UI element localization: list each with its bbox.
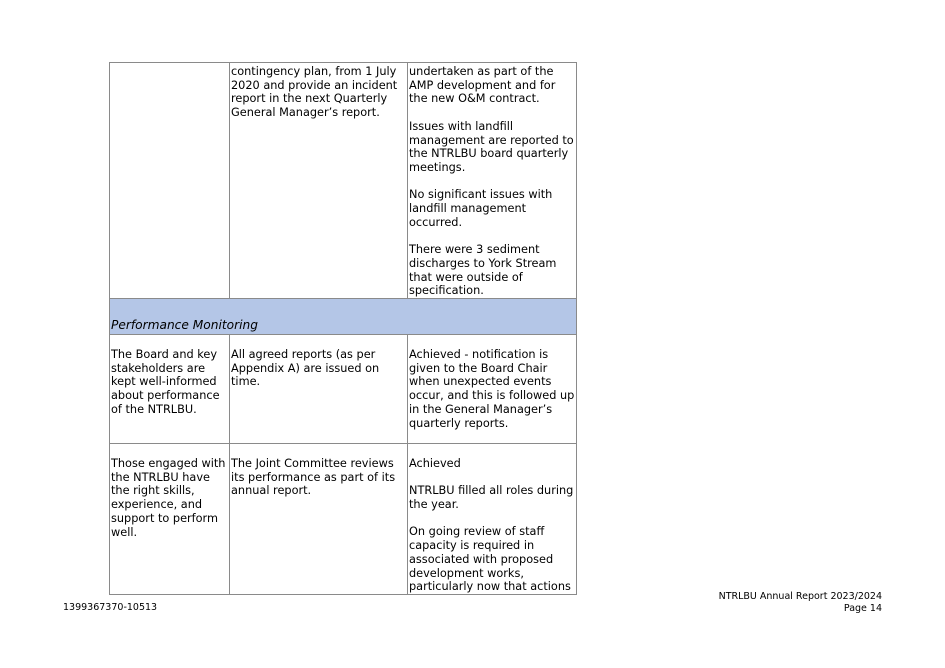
page-footer xyxy=(719,591,882,615)
objective-cell xyxy=(110,63,230,299)
measure-cell: All agreed reports (as per Appendix A) are issued on time. xyxy=(230,335,408,444)
result-paragraph: There were 3 sediment discharges to York Stream that were outside of specification. xyxy=(409,243,557,298)
performance-table xyxy=(109,62,577,595)
objective-cell: The Board and key stakeholders are kept well-informed about performance of the NTRLBU. xyxy=(110,335,230,444)
objective-cell: Those engaged with the NTRLBU have the right skills, experience, and support to perform well. xyxy=(110,444,230,595)
result-paragraph: undertaken as part of the AMP development and for the new O&M contract. xyxy=(409,65,556,106)
result-paragraph: On going review of staff capacity is required in associated with proposed development works, particularly now that actions xyxy=(409,525,571,594)
result-paragraph: NTRLBU filled all roles during the year. xyxy=(409,484,574,512)
result-paragraph: Achieved xyxy=(409,457,461,470)
page-number: Page 14 xyxy=(843,603,882,614)
section-row xyxy=(110,299,577,335)
measure-cell: The Joint Committee reviews its performance as part of its annual report. xyxy=(230,444,408,595)
result-paragraph: Issues with landfill management are reported to the NTRLBU board quarterly meetings. xyxy=(409,119,574,174)
measure-cell xyxy=(230,63,408,299)
result-cell xyxy=(408,63,577,299)
section-heading: Performance Monitoring xyxy=(110,299,577,335)
result-cell xyxy=(408,444,577,595)
table-row xyxy=(110,63,577,299)
result-cell: Achieved - notification is given to the Board Chair when unexpected events occur, and this is followed up in the General Manager’s quarterly reports. xyxy=(408,335,577,444)
table-row xyxy=(110,335,577,444)
table-row xyxy=(110,444,577,595)
document-id: 1399367370-10513 xyxy=(63,602,158,613)
result-paragraph: No significant issues with landfill management occurred. xyxy=(409,188,553,229)
report-title: NTRLBU Annual Report 2023/2024 xyxy=(718,591,882,602)
measure-text: contingency plan, from 1 July 2020 and provide an incident report in the next Quarterly General Manager’s report. xyxy=(231,65,398,120)
